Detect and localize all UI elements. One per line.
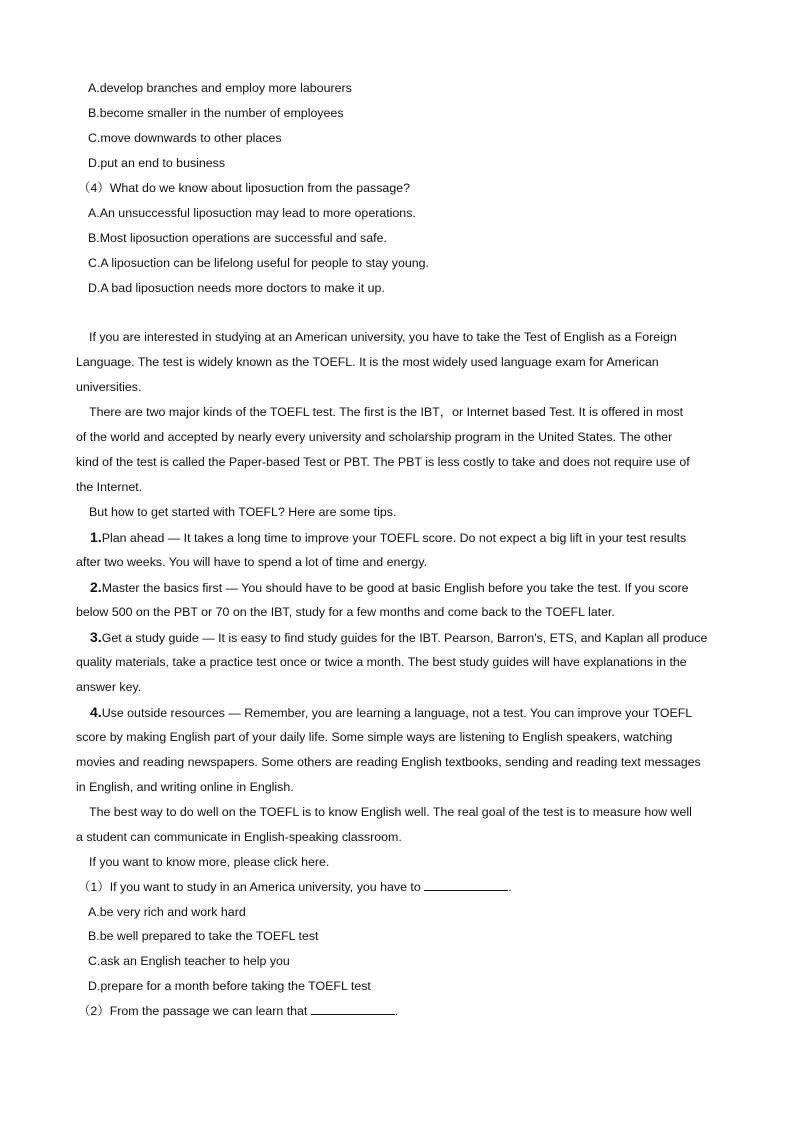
tip-text: Plan ahead — It takes a long time to improve your TOEFL score. Do not expect a big lift in your test results bbox=[101, 531, 687, 545]
passage-line: kind of the test is called the Paper-based Test or PBT. The PBT is less costly to take and does not require use of bbox=[76, 455, 690, 469]
passage-line: If you want to know more, please click here. bbox=[89, 855, 330, 869]
question-2 bbox=[78, 1003, 398, 1019]
passage-line: If you are interested in studying at an American university, you have to take the Test of English as a Foreign bbox=[89, 330, 677, 344]
passage-line: score by making English part of your daily life. Some simple ways are listening to English speakers, watching bbox=[76, 730, 673, 744]
passage-line: Language. The test is widely known as the TOEFL. It is the most widely used language exam for American bbox=[76, 355, 659, 369]
tip-number: 2. bbox=[90, 579, 102, 595]
answer-blank[interactable] bbox=[424, 880, 508, 891]
passage-line: a student can communicate in English-speaking classroom. bbox=[76, 830, 402, 844]
passage-line: movies and reading newspapers. Some others are reading English textbooks, sending and reading text messages bbox=[76, 755, 701, 769]
question-text: From the passage we can learn that bbox=[109, 1004, 308, 1018]
tip-2 bbox=[90, 579, 689, 596]
question-number: （2） bbox=[78, 1004, 110, 1018]
question-number: （1） bbox=[78, 880, 110, 894]
option-line: D.put an end to business bbox=[88, 156, 226, 170]
passage-line: quality materials, take a practice test once or twice a month. The best study guides will have explanations in the bbox=[76, 655, 687, 669]
passage-line: of the world and accepted by nearly every university and scholarship program in the United States. The other bbox=[76, 430, 673, 444]
tip-text: Use outside resources — Remember, you are learning a language, not a test. You can improve your TOEFL bbox=[101, 706, 693, 720]
option-line: B.become smaller in the number of employees bbox=[88, 106, 344, 120]
passage-line: the Internet. bbox=[76, 480, 143, 494]
tip-number: 4. bbox=[90, 704, 102, 720]
question-end: . bbox=[508, 880, 512, 894]
passage-line: answer key. bbox=[76, 680, 142, 694]
question-number: （4） bbox=[78, 181, 110, 195]
answer-blank[interactable] bbox=[311, 1004, 395, 1015]
option-line: C.A liposuction can be lifelong useful for people to stay young. bbox=[88, 256, 429, 270]
option-line: A.be very rich and work hard bbox=[88, 905, 246, 919]
passage-line: There are two major kinds of the TOEFL test. The first is the IBT，or Internet based Test. It is offered in most bbox=[89, 405, 684, 419]
question-text: If you want to study in an America university, you have to bbox=[109, 880, 421, 894]
passage-line: after two weeks. You will have to spend a lot of time and energy. bbox=[76, 555, 428, 569]
question-1 bbox=[78, 879, 512, 895]
tip-text: Master the basics first — You should have to be good at basic English before you take the test. If you score bbox=[101, 581, 689, 595]
option-line: A.develop branches and employ more labourers bbox=[88, 81, 352, 95]
option-line: D.prepare for a month before taking the TOEFL test bbox=[88, 979, 371, 993]
option-line: C.move downwards to other places bbox=[88, 131, 282, 145]
passage-line: But how to get started with TOEFL? Here are some tips. bbox=[89, 505, 397, 519]
option-line: A.An unsuccessful liposuction may lead to more operations. bbox=[88, 206, 416, 220]
option-line: D.A bad liposuction needs more doctors to make it up. bbox=[88, 281, 385, 295]
question-text: What do we know about liposuction from the passage? bbox=[109, 181, 410, 195]
passage-line: in English, and writing online in English. bbox=[76, 780, 294, 794]
tip-number: 1. bbox=[90, 529, 102, 545]
tip-3 bbox=[90, 629, 707, 646]
question-4 bbox=[78, 180, 410, 196]
option-line: B.be well prepared to take the TOEFL test bbox=[88, 929, 319, 943]
tip-text: Get a study guide — It is easy to find study guides for the IBT. Pearson, Barron's, ETS, and Kaplan all produce bbox=[101, 631, 708, 645]
tip-1 bbox=[90, 529, 686, 546]
tip-4 bbox=[90, 704, 692, 721]
question-end: . bbox=[394, 1004, 399, 1018]
passage-line: The best way to do well on the TOEFL is to know English well. The real goal of the test is to measure how well bbox=[89, 805, 692, 819]
passage-line: universities. bbox=[76, 380, 142, 394]
option-line: C.ask an English teacher to help you bbox=[88, 954, 290, 968]
tip-number: 3. bbox=[90, 629, 102, 645]
option-line: B.Most liposuction operations are successful and safe. bbox=[88, 231, 387, 245]
passage-line: below 500 on the PBT or 70 on the IBT, study for a few months and come back to the TOEFL later. bbox=[76, 605, 615, 619]
